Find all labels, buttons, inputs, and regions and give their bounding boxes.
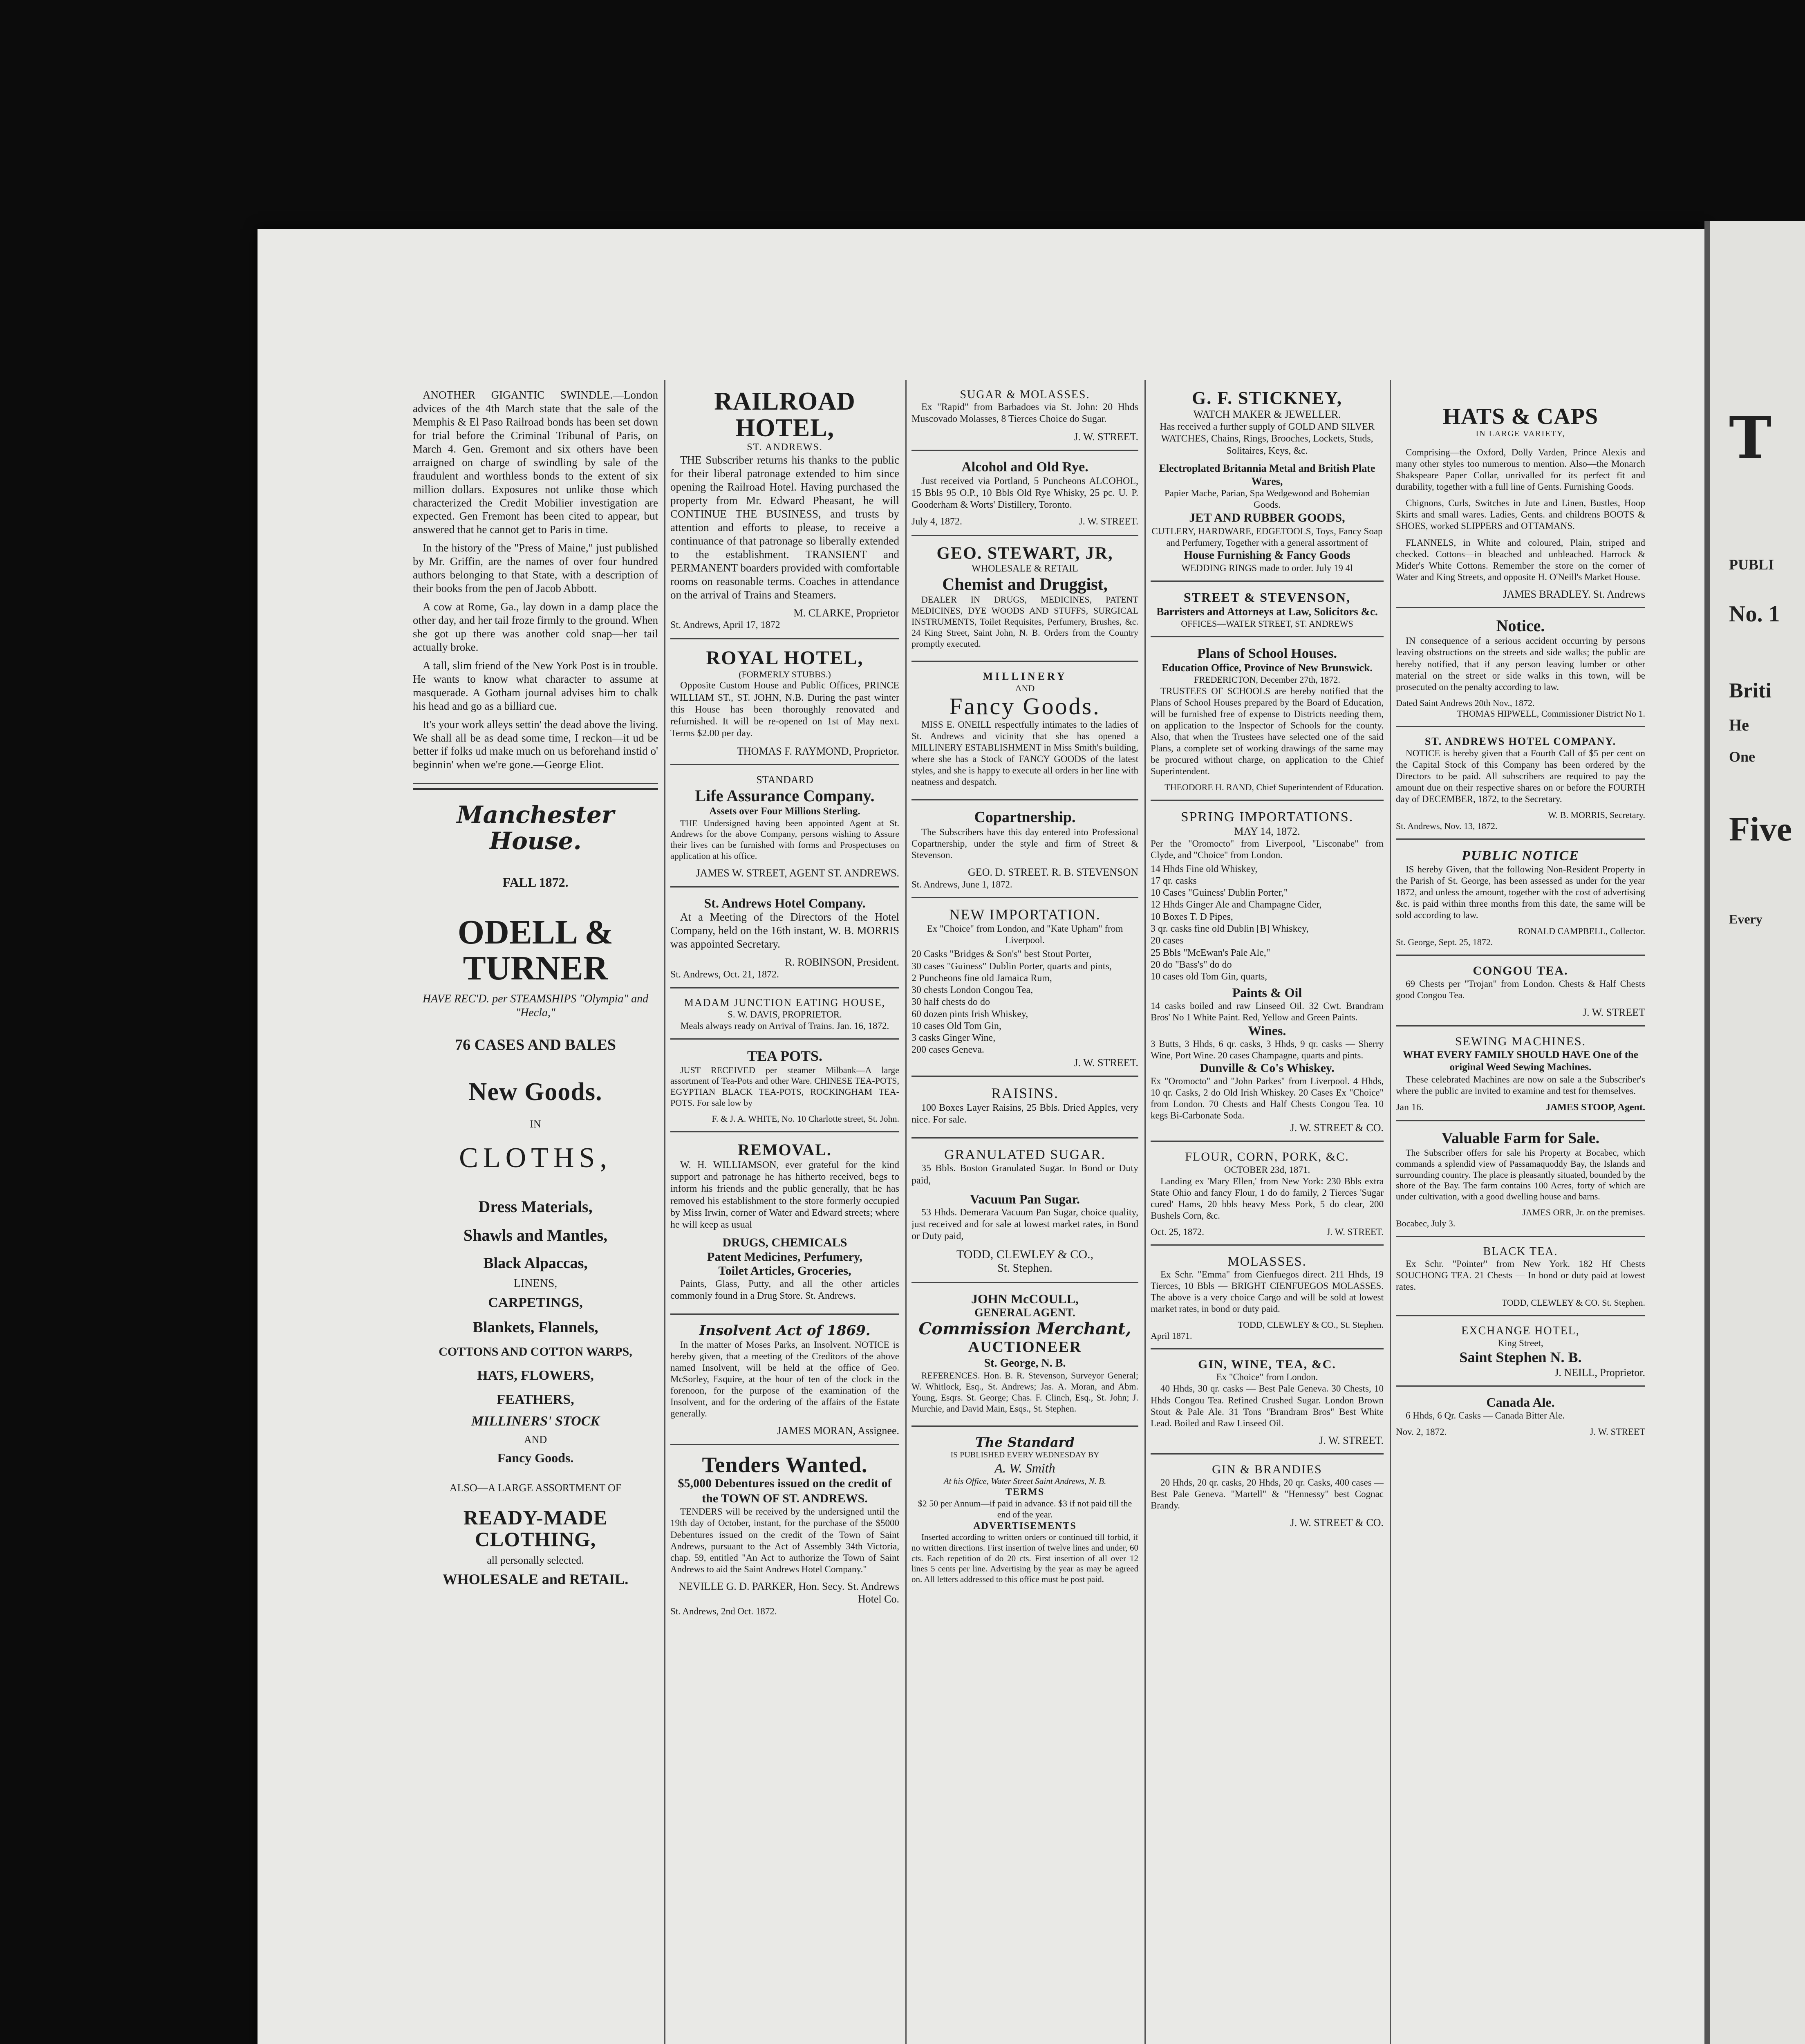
public-notice-date: St. George, Sept. 25, 1872. <box>1396 937 1493 948</box>
flour-ad <box>1151 1146 1384 1246</box>
madam-junction-body: Meals always ready on Arrival of Trains. Jan. 16, 1872. <box>680 1021 889 1031</box>
adjacent-text: Every <box>1729 912 1762 926</box>
flour-body: Landing ex 'Mary Ellen,' from New York: 230 Bbls extra State Ohio and fancy Flour, 1 do do family, 2 Tierces 'Sugar cured' Hams, 20 bbls heavy Mess Pork, 5 do clear, 200 Bushels Corn, &c. <box>1151 1176 1384 1221</box>
royal-hotel-body: Opposite Custom House and Public Offices, PRINCE WILLIAM ST., ST. JOHN, N.B. During the past winter this House has been thoroughly renovated and refurnished. It will be re-opened on 1st of May next. Terms $2.00 per day. <box>670 680 899 739</box>
importation-item: 3 casks Ginger Wine, <box>911 1033 996 1044</box>
railroad-hotel-title: RAILROAD HOTEL, <box>714 388 855 442</box>
exchange-place: Saint Stephen N. B. <box>1459 1349 1582 1366</box>
importation-item: 60 dozen pints Irish Whiskey, <box>911 1009 1028 1020</box>
column-5 <box>1396 384 1645 2044</box>
column-2 <box>670 384 899 2044</box>
adjacent-text: Five <box>1729 810 1792 848</box>
street-stevenson-title: STREET & STEVENSON, <box>1183 590 1351 605</box>
flour-signature: J. W. STREET. <box>1326 1227 1384 1237</box>
street-stevenson-sub: Barristers and Attorneys at Law, Solicitors &c. <box>1156 605 1378 618</box>
sewing-title: SEWING MACHINES. <box>1455 1035 1586 1049</box>
new-importation-ad <box>911 902 1138 1077</box>
sewing-signature: JAMES STOOP, Agent. <box>1545 1102 1645 1113</box>
stickney-body: Has received a further supply of GOLD AND SILVER WATCHES, Chains, Rings, Brooches, Lockets, Studs, Solitaires, Keys, &c. <box>1160 421 1375 456</box>
copartnership-date: St. Andrews, June 1, 1872. <box>911 879 1012 890</box>
spring-intro: Per the "Oromocto" from Liverpool, "Lisconabe" from Clyde, and "Choice" from London. <box>1151 838 1384 860</box>
sugar-title: SUGAR & MOLASSES. <box>960 388 1090 401</box>
millinery-body: MISS E. ONEILL respectfully intimates to the ladies of St. Andrews and vicinity that she has opened a MILLINERY ESTABLISHMENT in Miss Smith's building, where she has a Stock of FANCY GOODS of the latest styles, and she is happy to execute all orders in her line with neatness and despatch. <box>911 719 1138 787</box>
copartnership-body: The Subscribers have this day entered into Professional Copartnership, under the style and firm of Street & Stevenson. <box>911 827 1138 860</box>
spring-item: 3 qr. casks fine old Dublin [B] Whiskey, <box>1151 923 1309 934</box>
tea-pots-ad <box>670 1044 899 1132</box>
adjacent-text: PUBLI <box>1729 556 1774 573</box>
farm-signature: JAMES ORR, Jr. on the premises. <box>1522 1207 1645 1218</box>
spring-item: 10 Boxes T. D Pipes, <box>1151 911 1233 922</box>
tenders-sub: $5,000 Debentures issued on the credit of the TOWN OF ST. ANDREWS. <box>678 1477 892 1505</box>
cottons: COTTONS AND COTTON WARPS, <box>439 1345 632 1359</box>
linens: LINENS, <box>513 1277 558 1290</box>
odell-heading: ODELL & TURNER <box>457 913 614 987</box>
fall-label: FALL 1872. <box>502 874 569 890</box>
plans-sub: Education Office, Province of New Brunswick. <box>1162 661 1373 674</box>
spring-importations-ad <box>1151 805 1384 1142</box>
plans-title: Plans of School Houses. <box>1197 645 1337 661</box>
mccoull-agent: GENERAL AGENT. <box>974 1306 1075 1319</box>
mccoull-ad <box>911 1287 1138 1427</box>
importation-item: 30 chests London Congou Tea, <box>911 985 1033 996</box>
railroad-hotel-place: ST. ANDREWS. <box>747 442 823 453</box>
manchester-heading: Manchester House. <box>457 801 614 855</box>
life-signature: JAMES W. STREET, AGENT ST. ANDREWS. <box>696 867 899 879</box>
adjacent-text: One <box>1729 749 1756 765</box>
millinery-and: AND <box>1015 683 1035 694</box>
plans-body: TRUSTEES OF SCHOOLS are hereby notified that the Plans of School Houses prepared by the Board of Education, will be furnished free of expense to Districts needing them, on application to the Inspector of Schools for the county. Also, that when the Trustees have selected one of the said Plans, a complete set of working drawings of the same may be procured without charge, on application to the Chief Superintendent. <box>1151 686 1384 776</box>
molasses-title: MOLASSES. <box>1227 1254 1307 1269</box>
mccoull-name: JOHN McCOULL, <box>971 1291 1079 1307</box>
tenders-signature: NEVILLE G. D. PARKER, Hon. Secy. St. Andrews Hotel Co. <box>679 1580 899 1605</box>
spring-item: 20 do "Bass's" do do <box>1151 959 1232 970</box>
fancy-goods: Fancy Goods. <box>497 1450 574 1465</box>
ale-title: Canada Ale. <box>1486 1395 1555 1410</box>
canada-ale-ad <box>1396 1391 1645 1444</box>
plans-date: FREDERICTON, December 27th, 1872. <box>1194 674 1340 685</box>
farm-sale-ad <box>1396 1125 1645 1237</box>
tenders-ad <box>670 1449 899 1624</box>
hotel-call-body: NOTICE is hereby given that a Fourth Call of $5 per cent on the Capital Stock of this Company has been ordered by the Directors to be paid. All subscribers are required to pay the amount due on their respective shares on or before the FOURTH day of DECEMBER, 1872, to the Secretary. <box>1396 748 1645 805</box>
flour-date: OCTOBER 23d, 1871. <box>1224 1164 1310 1175</box>
sewing-sub: WHAT EVERY FAMILY SHOULD HAVE One of the original Weed Sewing Machines. <box>1403 1049 1638 1073</box>
tenders-title: Tenders Wanted. <box>702 1452 868 1477</box>
dress-materials: Dress Materials, <box>478 1197 593 1216</box>
news-items <box>413 384 658 784</box>
and-label: AND <box>524 1433 547 1446</box>
congou-title: CONGOU TEA. <box>1473 964 1568 978</box>
copartnership-ad <box>911 805 1138 898</box>
hotel-company-title: St. Andrews Hotel Company. <box>704 895 866 910</box>
adjacent-masthead: T <box>1729 405 1772 472</box>
public-notice-signature: RONALD CAMPBELL, Collector. <box>1518 926 1645 937</box>
news-cow: A cow at Rome, Ga., lay down in a damp place the other day, and her tail froze firmly to the ground. When she got up there was another cold snap—her tail actually broke. <box>413 601 658 653</box>
insolvent-body: In the matter of Moses Parks, an Insolvent. NOTICE is hereby given, that a meeting of the Creditors of the above named Insolvent, will be held at the office of Geo. McSorley, Esquire, at the hour of ten of the clock in the forenoon, for the purpose of the examination of the Insolvent, and for the ordering of the affairs of the Estate generally. <box>670 1339 899 1419</box>
millinery-title: MILLINERY <box>983 670 1067 683</box>
black-tea-ad <box>1396 1241 1645 1316</box>
farm-body: The Subscriber offers for sale his Property at Bocabec, which commands a splendid view of Passamaquoddy Bay, the Islands and surrounding country. The place is pleasantly situated, bounded by the shore of the Bay. The farm contains 100 Acres, forty of which are under cultivation, with a good dwelling house and barns. <box>1396 1147 1645 1202</box>
tenders-date: St. Andrews, 2nd Oct. 1872. <box>670 1606 777 1617</box>
alcohol-signature: J. W. STREET. <box>1079 516 1138 527</box>
received-line: HAVE REC'D. per STEAMSHIPS "Olympia" and "Hecla," <box>422 993 649 1020</box>
column-3 <box>911 384 1138 2044</box>
molasses-signature: TODD, CLEWLEY & CO., St. Stephen. <box>1238 1320 1384 1330</box>
stickney-jet: JET AND RUBBER GOODS, <box>1189 511 1345 525</box>
congou-body: 69 Chests per "Trojan" from London. Chests & Half Chests good Congou Tea. <box>1396 978 1645 1000</box>
school-plans-ad <box>1151 641 1384 801</box>
raisins-body: 100 Boxes Layer Raisins, 25 Bbls. Dried Apples, very nice. For sale. <box>911 1102 1138 1125</box>
copartnership-title: Copartnership. <box>974 809 1076 826</box>
life-body: THE Undersigned having been appointed Agent at St. Andrews for the above Company, persons wishing to Assure their lives can be furnished with forms and Prospectuses on application at his office. <box>670 818 899 861</box>
news-swindle: ANOTHER GIGANTIC SWINDLE.—London advices of the 4th March state that the sale of the Memphis & El Paso Railroad bonds has been set down for trial before the Criminal Tribunal of Paris, on March 4. Gen. Gremont and six others have been arraigned on charge of swindling by sale of the fraudulent and worthless bonds to the extent of six million dollars. Exposures not unlike those which characterized the Credit Mobilier investigation are expected. Gen Fremont has been cited to appear, but answered that he cannot get to Paris in time. <box>413 389 658 536</box>
odell-turner-ad <box>413 788 658 1594</box>
black-tea-signature: TODD, CLEWLEY & CO. St. Stephen. <box>1501 1298 1645 1308</box>
sugar-molasses-ad <box>911 384 1138 451</box>
standard-advertisements: ADVERTISEMENTS <box>973 1521 1077 1532</box>
royal-hotel-signature: THOMAS F. RAYMOND, Proprietor. <box>737 745 899 757</box>
vacuum-body: 53 Hhds. Demerara Vacuum Pan Sugar, choice quality, just received and for sale at lowest market rates, in Bond or Duty paid, <box>911 1207 1138 1242</box>
mccoull-references: REFERENCES. Hon. B. R. Stevenson, Surveyor General; W. Whitlock, Esq., St. Andrews; Jas. A. Moran, and Abm. Young, Esqrs. St. George; Chas. F. Clinch, Esq., St. John; J. Murchie, and David Main, Esqs., St. Stephen. <box>911 1370 1138 1414</box>
adjacent-text: Briti <box>1729 679 1771 702</box>
newspaper-page <box>258 229 1704 2044</box>
new-importation-intro: Ex "Choice" from London, and "Kate Upham" from Liverpool. <box>927 923 1123 946</box>
standard-imprint <box>911 1431 1138 1596</box>
spring-item: 12 Hhds Ginger Ale and Champagne Cider, <box>1151 899 1322 910</box>
brandies-title: GIN & BRANDIES <box>1212 1463 1322 1477</box>
alcohol-date: July 4, 1872. <box>911 516 963 527</box>
notice-title: Notice. <box>1496 616 1545 635</box>
removal-ad <box>670 1136 899 1315</box>
railroad-hotel-date: St. Andrews, April 17, 1872 <box>670 620 780 631</box>
removal-title: REMOVAL. <box>738 1140 832 1159</box>
also-line: ALSO—A LARGE ASSORTMENT OF <box>449 1482 622 1494</box>
farm-title: Valuable Farm for Sale. <box>1441 1130 1600 1147</box>
removal-body: W. H. WILLIAMSON, ever grateful for the kind support and patronage he has hitherto received, begs to inform his friends and the public generally, that he has removed his establishment to the store formerly occupied by Miss Irwin, corner of Water and Edward streets; where he will keep as usual <box>670 1159 899 1230</box>
flour-title: FLOUR, CORN, PORK, &C. <box>1185 1150 1349 1164</box>
standard-adv-body: Inserted according to written orders or continued till forbid, if no written directions. First insertion of twelve lines and under, 60 cts. Each repetition of do 20 cts. First insertion of all over 12 lines 5 cents per line. Advertising by the year as may be agreed on. All letters addressed to this office must be post paid. <box>911 1532 1138 1584</box>
notice-body: IN consequence of a serious accident occurring by persons leaving obstructions on the streets and side walks; the public are hereby notified, that if any person leaving lumber or other material on the street or side walks in this town, will be prosecuted on the penalty according to law. <box>1396 636 1645 692</box>
ale-body: 6 Hhds, 6 Qr. Casks — Canada Bitter Ale. <box>1406 1410 1565 1421</box>
todd-place: St. Stephen. <box>997 1262 1053 1275</box>
hotel-call-date: St. Andrews, Nov. 13, 1872. <box>1396 821 1498 831</box>
spring-item: 10 Cases "Guiness' Dublin Porter," <box>1151 888 1288 899</box>
millinery-ad <box>911 666 1138 800</box>
shawls: Shawls and Mantles, <box>463 1226 608 1245</box>
adjacent-text: No. 1 <box>1729 601 1780 627</box>
millinery-fancy: Fancy Goods. <box>949 693 1101 720</box>
spring-item: 20 cases <box>1151 935 1184 946</box>
importation-item: 30 half chests do do <box>911 997 990 1008</box>
new-goods: New Goods. <box>468 1078 602 1106</box>
stickney-title: G. F. STICKNEY, <box>1192 388 1342 408</box>
hats-body: Comprising—the Oxford, Dolly Varden, Prince Alexis and many other styles too numerous to mention. Also—the Monarch Shakspeare Paper Collar, unrivalled for its perfect fit and durability, together with a full line of Gents. Furnishing Goods. <box>1396 447 1645 492</box>
life-assets: Assets over Four Millions Sterling. <box>709 806 860 817</box>
gin-body: 40 Hhds, 30 qr. casks — Best Pale Geneva. 30 Chests, 10 Hhds Congou Tea. Refined Crushed Sugar. London Brown Stout & Pale Ale. 31 Tons "Brandram Bros" Best White Lead. Boiled and Raw Linseed Oil. <box>1151 1383 1384 1428</box>
street-stevenson-office: OFFICES—WATER STREET, ST. ANDREWS <box>1181 619 1353 629</box>
mccoull-place: St. George, N. B. <box>984 1356 1066 1369</box>
cases-line: 76 CASES AND BALES <box>455 1036 616 1054</box>
stickney-sub: WATCH MAKER & JEWELLER. <box>1193 408 1341 421</box>
stewart-body: DEALER IN DRUGS, MEDICINES, PATENT MEDICINES, DYE WOODS AND STUFFS, SURGICAL INSTRUMENTS, Toilet Requisites, Perfumery, Brushes, &c. 24 King Street, Saint John, N. B. Orders from the Country promptly executed. <box>911 594 1138 649</box>
adjacent-page-rule <box>1704 221 1710 2044</box>
hotel-call-signature: W. B. MORRIS, Secretary. <box>1548 810 1645 820</box>
notice-ad <box>1396 612 1645 727</box>
standard-published: IS PUBLISHED EVERY WEDNESDAY BY <box>950 1450 1100 1460</box>
spring-date: MAY 14, 1872. <box>1234 825 1300 837</box>
standard-office: At his Office, Water Street Saint Andrews, N. B. <box>943 1476 1106 1486</box>
farm-date: Bocabec, July 3. <box>1396 1218 1456 1228</box>
carpetings: CARPETINGS, <box>488 1295 583 1311</box>
alcohol-title: Alcohol and Old Rye. <box>961 459 1088 475</box>
brandies-signature: J. W. STREET & CO. <box>1290 1517 1384 1529</box>
hats-body-3: FLANNELS, in White and coloured, Plain, striped and checked. Cottons—in bleached and unbleached. Harrock & Mider's White Cottons. Remember the store on the corner of Water and King Streets, and opposite H. O'Neill's Market House. <box>1396 537 1645 582</box>
personally-selected: all personally selected. <box>487 1554 584 1567</box>
gin-wine-tea-ad <box>1151 1354 1384 1455</box>
stewart-sub: WHOLESALE & RETAIL <box>972 563 1078 574</box>
geo-stewart-ad <box>911 540 1138 662</box>
sewing-machines-ad <box>1396 1031 1645 1121</box>
mccoull-auctioneer: AUCTIONEER <box>968 1338 1082 1356</box>
adjacent-page-edge <box>1704 221 1805 2044</box>
blankets: Blankets, Flannels, <box>473 1319 598 1336</box>
congou-signature: J. W. STREET <box>1582 1006 1645 1018</box>
exchange-signature: J. NEILL, Proprietor. <box>1554 1366 1645 1378</box>
stewart-chemist: Chemist and Druggist, <box>942 575 1108 594</box>
royal-hotel-title: ROYAL HOTEL, <box>706 647 864 669</box>
column-4 <box>1151 384 1384 2044</box>
milliners-stock: MILLINERS' STOCK <box>471 1413 600 1429</box>
hotel-company-date: St. Andrews, Oct. 21, 1872. <box>670 969 779 980</box>
column-rule <box>1144 380 1146 2044</box>
notice-date: Dated Saint Andrews 20th Nov., 1872. <box>1396 697 1535 708</box>
stickney-cutlery: CUTLERY, HARDWARE, EDGETOOLS, Toys, Fancy Soap and Perfumery, Together with a general assortment of <box>1151 526 1383 548</box>
wines-title: Wines. <box>1248 1023 1286 1038</box>
life-standard: STANDARD <box>756 774 813 786</box>
madam-junction-sig: S. W. DAVIS, PROPRIETOR. <box>728 1009 842 1020</box>
dunville-title: Dunville & Co's Whiskey. <box>1200 1061 1335 1075</box>
plans-signature: THEODORE H. RAND, Chief Superintendent of Education. <box>1165 782 1384 792</box>
vacuum-title: Vacuum Pan Sugar. <box>970 1191 1080 1206</box>
public-notice-body: IS hereby Given, that the following Non-Resident Property in the Parish of St. George, has been assessed as under for the year 1872, and unless the amount, together with the cost of advertising &c. is paid within three months from this date, the same will be sold according to law. <box>1396 864 1645 921</box>
sewing-date: Jan 16. <box>1396 1102 1424 1113</box>
hats-title: HATS & CAPS <box>1442 404 1599 429</box>
spring-item: 14 Hhds Fine old Whiskey, <box>1151 863 1258 874</box>
wholesale-retail: WHOLESALE and RETAIL. <box>442 1571 629 1587</box>
news-george-eliot: It's your work alleys settin' the dead above the living. We shall all be as dead some time, I reckon—it ud be better if folks ud make much on us beforehand instid o' beginnin' when we're gone.—George Eliot. <box>413 718 658 771</box>
removal-drugs: DRUGS, CHEMICALS <box>722 1236 847 1250</box>
importation-item: 30 cases "Guiness" Dublin Porter, quarts and pints, <box>911 961 1112 972</box>
hats-flowers: HATS, FLOWERS, <box>477 1367 594 1383</box>
new-importation-title: NEW IMPORTATION. <box>949 906 1101 923</box>
exchange-sub: King Street, <box>1498 1338 1543 1349</box>
tenders-body: TENDERS will be received by the undersigned until the 19th day of October, instant, for the purchase of the $5000 Debentures issued on the credit of the Town of Saint Andrews, pursuant to the Act of Assembly 34th Victoria, chap. 59, entitled "An Act to authorize the Town of Saint Andrews to aid the Saint Andrews Hotel Company." <box>670 1506 899 1574</box>
importation-item: 10 cases Old Tom Gin, <box>911 1020 1001 1031</box>
exchange-hotel-ad <box>1396 1320 1645 1387</box>
life-assurance-ad <box>670 769 899 887</box>
hats-caps-ad <box>1396 384 1645 608</box>
spring-signature: J. W. STREET & CO. <box>1290 1121 1384 1134</box>
gin-intro: Ex "Choice" from London. <box>1216 1372 1318 1383</box>
insolvent-ad <box>670 1319 899 1445</box>
news-masquerade: A tall, slim friend of the New York Post is in trouble. He wants to know what character to assume at masquerade. A Gotham journal advises him to chalk his head and go as a billiard cue. <box>413 659 658 712</box>
brandies-body: 20 Hhds, 20 qr. casks, 20 Hhds, 20 qr. Casks, 400 cases — Best Pale Geneva. "Martell" & "Hennessy" best Cognac Brandy. <box>1151 1477 1384 1511</box>
hats-signature: JAMES BRADLEY. St. Andrews <box>1503 588 1645 600</box>
flour-date-2: Oct. 25, 1872. <box>1151 1227 1204 1237</box>
granulated-title: GRANULATED SUGAR. <box>944 1147 1106 1163</box>
in-label: IN <box>530 1118 541 1130</box>
importation-item: 200 cases Geneva. <box>911 1044 984 1056</box>
granulated-sugar-ad <box>911 1143 1138 1283</box>
standard-title: The Standard <box>975 1434 1075 1450</box>
stewart-title: GEO. STEWART, JR, <box>936 544 1113 563</box>
todd-signature: TODD, CLEWLEY & CO., <box>956 1247 1093 1261</box>
ale-date: Nov. 2, 1872. <box>1396 1427 1447 1437</box>
ready-made-clothing: READY-MADE CLOTHING, <box>463 1506 608 1551</box>
madam-junction-ad <box>670 993 899 1040</box>
molasses-body: Ex Schr. "Emma" from Cienfuegos direct. 211 Hhds, 19 Tierces, 10 Bbls — BRIGHT CIENFUEGOS MOLASSES. The above is a very choice Cargo and will be sold at lowest market rates, in bond or duty paid. <box>1151 1269 1384 1314</box>
hotel-company-body: At a Meeting of the Directors of the Hotel Company, held on the 16th instant, W. B. MORRIS was appointed Secretary. <box>670 911 899 950</box>
insolvent-signature: JAMES MORAN, Assignee. <box>777 1424 899 1437</box>
removal-patent: Patent Medicines, Perfumery, <box>707 1250 862 1264</box>
stickney-papier: Papier Mache, Parian, Spa Wedgewood and Bohemian Goods. <box>1164 488 1370 510</box>
sugar-body: Ex "Rapid" from Barbadoes via St. John: 20 Hhds Muscovado Molasses, 8 Tierces Choice do Sugar. <box>911 402 1138 425</box>
spring-title: SPRING IMPORTATIONS. <box>1180 809 1354 825</box>
gin-brandies-ad <box>1151 1459 1384 1535</box>
dunville-body: Ex "Oromocto" and "John Parkes" from Liverpool. 4 Hhds, 10 qr. Casks, 2 do Old Irish Whiskey. 20 Cases Ex "Choice" from London. 70 Chests and Half Chests Congou Tea. 10 kegs Bi-Carbonate Soda. <box>1151 1076 1384 1121</box>
standard-publisher: A. W. Smith <box>994 1460 1055 1475</box>
black-tea-title: BLACK TEA. <box>1483 1245 1558 1258</box>
feathers: FEATHERS, <box>497 1392 574 1407</box>
column-1 <box>413 384 658 2044</box>
removal-toilet: Toilet Articles, Groceries, <box>718 1264 851 1278</box>
railroad-hotel-body: THE Subscriber returns his thanks to the public for their liberal patronage extended to him since opening the Railroad Hotel. Having purchased the property from Mr. Edward Pheasant, he will CONTINUE THE BUSINESS, and trusts by attention and efforts to please, to receive a continuance of that patronage so liberally extended to the establishment. TRANSIENT and PERMANENT boarders provided with comfortable rooms on reasonable terms. Coaches in attendance on the arrival of Trains and Steamers. <box>670 454 899 601</box>
paints-title: Paints & Oil <box>1232 985 1302 1000</box>
raisins-ad <box>911 1081 1138 1139</box>
molasses-ad <box>1151 1250 1384 1349</box>
hotel-call-ad <box>1396 731 1645 840</box>
royal-hotel-ad <box>670 643 899 766</box>
raisins-title: RAISINS. <box>991 1085 1059 1102</box>
notice-signature: THOMAS HIPWELL, Commissioner District No 1. <box>1457 708 1645 719</box>
alcohol-body: Just received via Portland, 5 Puncheons ALCOHOL, 15 Bbls 95 O.P., 10 Bbls Old Rye Whisky, 25 pc. U. P. Gooderham & Worts' Distillery, Toronto. <box>911 475 1138 511</box>
molasses-date: April 1871. <box>1151 1331 1192 1341</box>
gin-signature: J. W. STREET. <box>1319 1434 1384 1446</box>
sewing-body: These celebrated Machines are now on sale a the Subscriber's where the public are invited to examine and test for themselves. <box>1396 1074 1645 1096</box>
importation-item: 2 Puncheons fine old Jamaica Rum, <box>911 973 1052 984</box>
alcohol-ad <box>911 455 1138 536</box>
hats-sub: IN LARGE VARIETY, <box>1476 429 1565 438</box>
standard-terms-body: $2 50 per Annum—if paid in advance. $3 if not paid till the end of the year. <box>918 1498 1132 1520</box>
spring-item: 10 cases old Tom Gin, quarts, <box>1151 971 1268 982</box>
hats-body-2: Chignons, Curls, Switches in Jute and Linen, Bustles, Hoop Skirts and small wares. Ladies, Gents. and childrens BOOTS & SHOES, worked SLIPPERS and OTTAMANS. <box>1396 498 1645 531</box>
stickney-wedding: WEDDING RINGS made to order. July 19 4l <box>1181 563 1353 574</box>
cloths-heading: CLOTHS, <box>459 1142 612 1174</box>
column-rule <box>1390 380 1391 2044</box>
column-rule <box>905 380 907 2044</box>
royal-hotel-sub: (FORMERLY STUBBS.) <box>739 669 831 679</box>
congou-tea-ad <box>1396 960 1645 1026</box>
sugar-signature: J. W. STREET. <box>1074 430 1138 443</box>
railroad-hotel-ad <box>670 384 899 639</box>
hotel-company-ad <box>670 892 899 989</box>
importation-item: 20 Casks "Bridges & Son's" best Stout Porter, <box>911 949 1092 960</box>
ale-signature: J. W. STREET <box>1590 1427 1645 1437</box>
madam-junction-title: MADAM JUNCTION EATING HOUSE, <box>684 997 886 1009</box>
paints-body: 14 casks boiled and raw Linseed Oil. 32 Cwt. Brandram Bros' No 1 White Paint. Red, Yellow and Green Paints. <box>1151 1001 1384 1023</box>
removal-end: Paints, Glass, Putty, and all the other articles commonly found in a Drug Store. St. Andrews. <box>670 1278 899 1302</box>
tea-pots-signature: F. & J. A. WHITE, No. 10 Charlotte street, St. John. <box>712 1113 899 1124</box>
life-title: Life Assurance Company. <box>695 787 875 805</box>
tea-pots-body: JUST RECEIVED per steamer Milbank—A large assortment of Tea-Pots and other Ware. CHINESE TEA-POTS, EGYPTIAN BLACK TEA-POTS, ROCKINGHAM TEA-POTS. For sale low by <box>670 1065 899 1108</box>
stickney-electroplate: Electroplated Britannia Metal and British Plate Wares, <box>1159 462 1375 487</box>
tea-pots-title: TEA POTS. <box>747 1048 823 1065</box>
column-rule <box>664 380 665 2044</box>
black-tea-body: Ex Schr. "Pointer" from New York. 182 Hf Chests SOUCHONG TEA. 21 Chests — In bond or duty paid at lowest rates. <box>1396 1258 1645 1292</box>
stickney-ad <box>1151 384 1384 582</box>
new-importation-signature: J. W. STREET. <box>1074 1056 1138 1069</box>
insolvent-title: Insolvent Act of 1869. <box>699 1322 871 1339</box>
standard-terms: TERMS <box>1005 1487 1045 1498</box>
alpaccas: Black Alpaccas, <box>483 1255 588 1272</box>
gin-title: GIN, WINE, TEA, &C. <box>1198 1357 1336 1371</box>
street-stevenson-ad <box>1151 586 1384 637</box>
hotel-call-title: ST. ANDREWS HOTEL COMPANY. <box>1424 735 1617 748</box>
exchange-title: EXCHANGE HOTEL, <box>1461 1324 1580 1337</box>
spring-item: 25 Bbls "McEwan's Pale Ale," <box>1151 947 1270 958</box>
granulated-body: 35 Bbls. Boston Granulated Sugar. In Bond or Duty paid, <box>911 1163 1138 1186</box>
copartnership-signature: GEO. D. STREET. R. B. STEVENSON <box>968 866 1138 879</box>
mccoull-commission: Commission Merchant, <box>918 1319 1131 1339</box>
spring-item: 17 qr. casks <box>1151 875 1197 886</box>
railroad-hotel-signature: M. CLARKE, Proprietor <box>793 607 899 619</box>
hotel-company-signature: R. ROBINSON, President. <box>785 956 899 968</box>
public-notice-ad <box>1396 844 1645 956</box>
public-notice-title: PUBLIC NOTICE <box>1462 848 1579 864</box>
wines-body: 3 Butts, 3 Hhds, 6 qr. casks, 3 Hhds, 9 qr. casks — Sherry Wine, Port Wine. 20 cases Champagne, quarts and pints. <box>1151 1038 1384 1061</box>
stickney-house: House Furnishing & Fancy Goods <box>1184 549 1350 562</box>
adjacent-text: He <box>1729 716 1749 734</box>
news-press-of-maine: In the history of the "Press of Maine," just published by Mr. Griffin, are the names of over four hundred authors belonging to that State, with a description of their books from the pen of Jacob Abbott. <box>413 542 658 595</box>
